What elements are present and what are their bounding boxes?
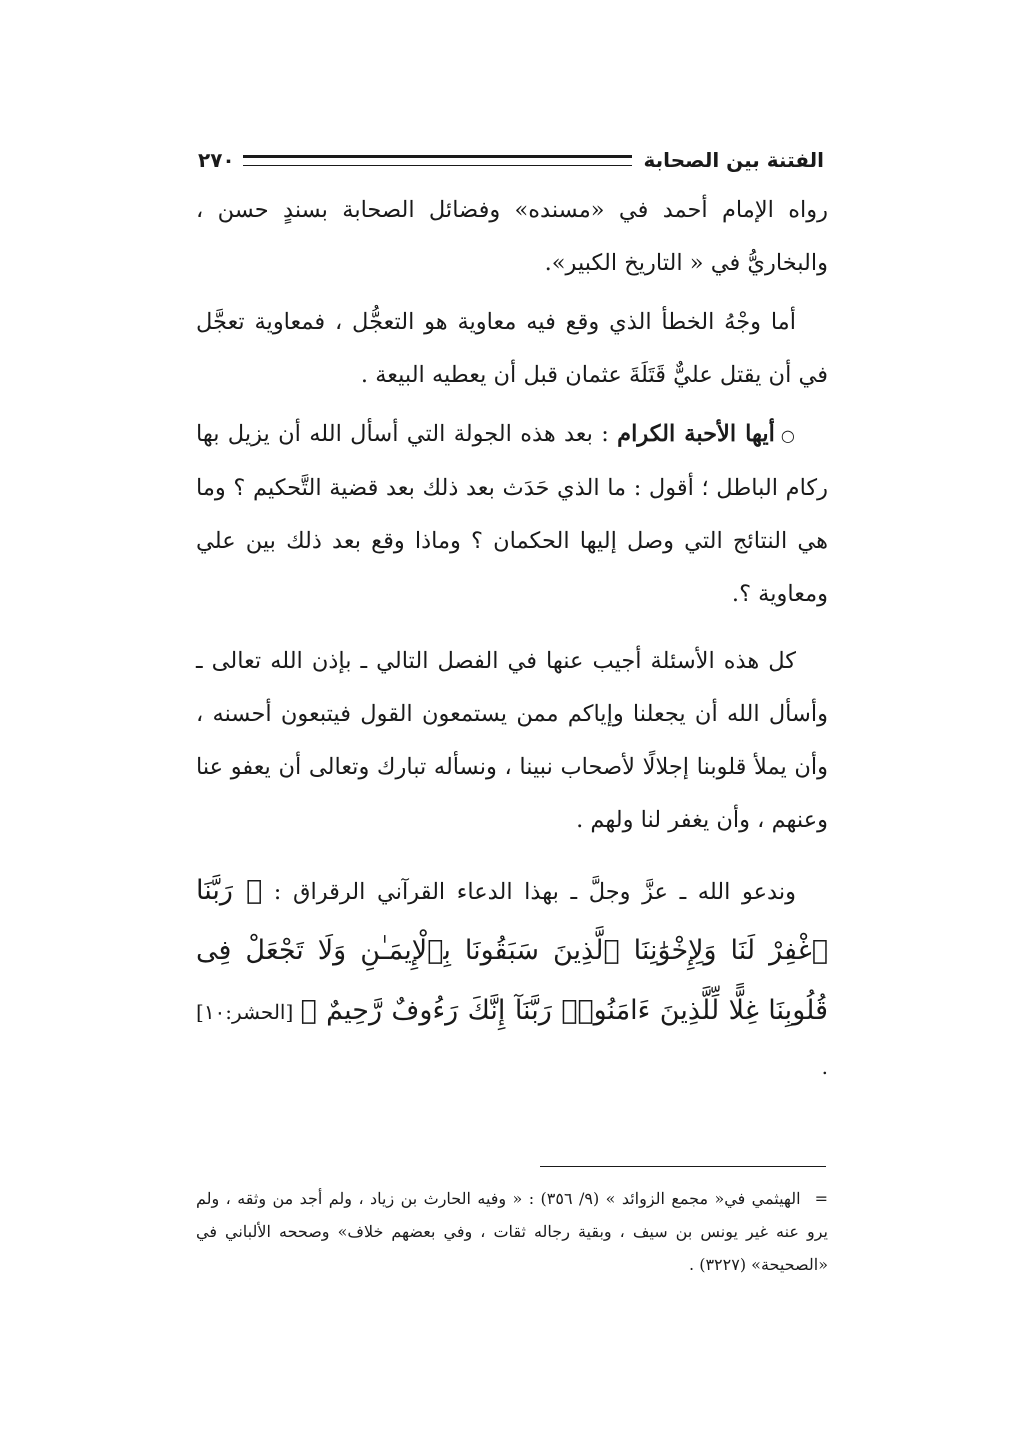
footnote-continuation-mark: = bbox=[814, 1189, 829, 1208]
paragraph-3 bbox=[196, 408, 828, 621]
paragraph-5-intro: وندعو الله ـ عزَّ وجلَّ ـ بهذا الدعاء القرآني الرقراق : bbox=[262, 879, 796, 905]
paragraph-3-text: : بعد هذه الجولة التي أسأل الله أن يزيل بها ركام الباطل ؛ أقول : ما الذي حَدَث بعد ذلك بعد قضية التَّحكيم ؟ وما هي النتائج التي وصل إليها الحكمان ؟ وماذا وقع بعد ذلك بين علي ومعاوية ؟. bbox=[196, 421, 828, 607]
paragraph-5 bbox=[196, 861, 828, 1094]
verse-reference: [الحشر:١٠] . bbox=[196, 1000, 828, 1079]
paragraph-1: رواه الإمام أحمد في «مسنده» وفضائل الصحابة بسندٍ حسن ، والبخاريُّ في « التاريخ الكبير». bbox=[196, 197, 828, 276]
footnote-text: الهيثمي في« مجمع الزوائد » (٩/ ٣٥٦) : « وفيه الحارث بن زياد ، ولم أجد من وثقه ، ولم يرو عنه غير يونس بن سيف ، وبقية رجاله ثقات ، وفي بعضهم خلاف» وصححه الألباني في «الصحيحة» (٣٢٢٧) . bbox=[196, 1189, 828, 1274]
footnote bbox=[196, 1182, 828, 1281]
paragraph-2: أما وجْهُ الخطأ الذي وقع فيه معاوية هو التعجُّل ، فمعاوية تعجَّل في أن يقتل عليٌّ قَتَلَةَ عثمان قبل أن يعطيه البيعة . bbox=[196, 309, 828, 388]
footnote-separator bbox=[540, 1166, 826, 1167]
header-double-rule bbox=[243, 155, 632, 166]
running-header bbox=[198, 140, 824, 180]
paragraph-3-lead: أيها الأحبة الكرام bbox=[617, 421, 775, 447]
page-number: ٢٧٠ bbox=[198, 148, 235, 172]
quran-verse: ﴿ رَبَّنَا ٱغْفِرْ لَنَا وَلِإِخْوَٰنِنَا ٱلَّذِينَ سَبَقُونَا بِٱلْإِيمَـٰنِ وَلَا تَجْعَلْ فِى قُلُوبِنَا غِلًّا لِّلَّذِينَ ءَامَنُوا۟ رَبَّنَآ إِنَّكَ رَءُوفٌ رَّحِيمٌ ﴾ bbox=[196, 875, 828, 1026]
header-title-text: الفتنة بين الصحابة bbox=[643, 148, 824, 172]
main-text bbox=[196, 184, 828, 1094]
bullet-circle-icon: ○ bbox=[780, 426, 797, 445]
paragraph-4: كل هذه الأسئلة أجيب عنها في الفصل التالي ـ بإذن الله تعالى ـ وأسأل الله أن يجعلنا وإياكم ممن يستمعون القول فيتبعون أحسنه ، وأن يملأ قلوبنا إجلالًا لأصحاب نبينا ، ونسأله تبارك وتعالى أن يعفو عنا وعنهم ، وأن يغفر لنا ولهم . bbox=[196, 648, 828, 833]
header-title bbox=[640, 148, 824, 172]
